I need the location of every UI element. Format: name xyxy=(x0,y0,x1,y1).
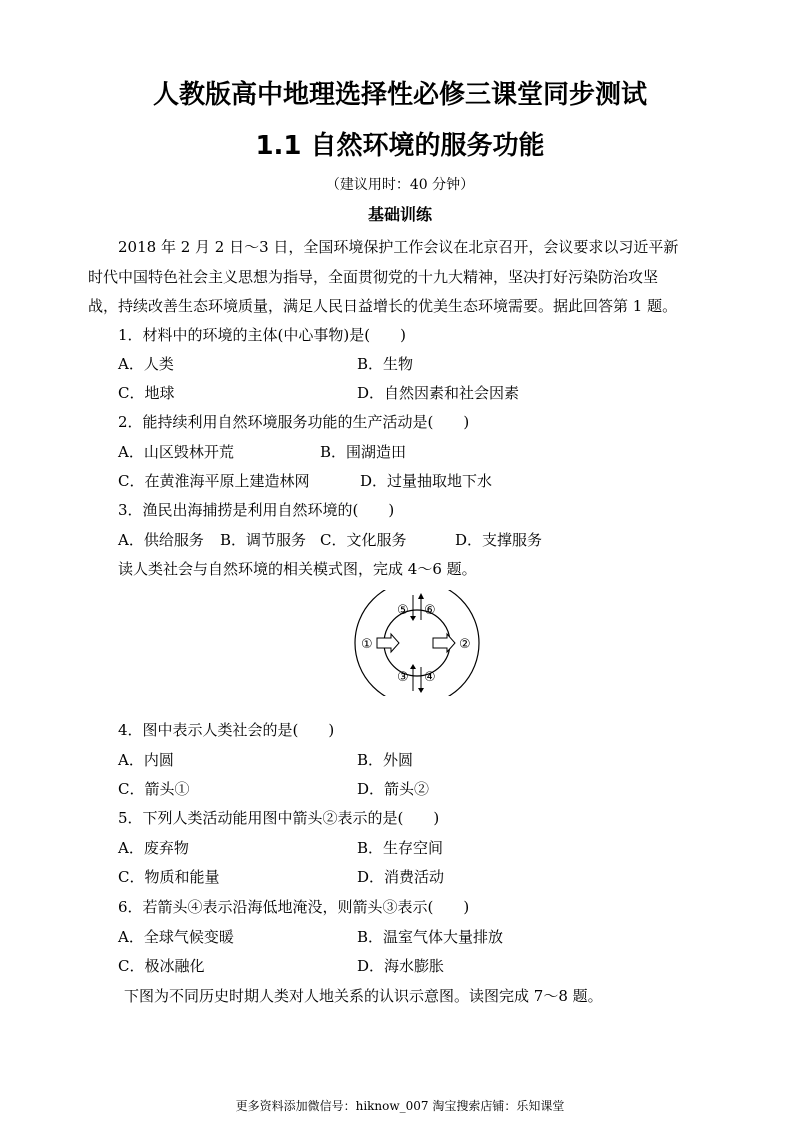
arrow-5-head xyxy=(410,616,416,621)
q4-option-c: C．箭头① xyxy=(118,780,190,798)
suggested-time: （建议用时：40 分钟） xyxy=(325,177,475,193)
q2-stem: 2．能持续利用自然环境服务功能的生产活动是( ) xyxy=(118,413,470,431)
q2-option-a: A．山区毁林开荒 xyxy=(118,443,234,461)
lesson-title: 1.1 自然环境的服务功能 xyxy=(255,131,545,161)
section-heading: 基础训练 xyxy=(367,205,432,224)
next-intro: 下图为不同历史时期人类对人地关系的认识示意图。读图完成 7～8 题。 xyxy=(124,987,603,1005)
intro-line-3: 战，持续改善生态环境质量，满足人民日益增长的优美生态环境需要。据此回答第 1 题。 xyxy=(88,297,678,315)
q3-stem: 3．渔民出海捕捞是利用自然环境的( ) xyxy=(118,501,395,519)
document-title: 人教版高中地理选择性必修三课堂同步测试 xyxy=(152,80,647,110)
q6-option-a: A．全球气候变暖 xyxy=(118,928,234,946)
q3-option-b: B．调节服务 xyxy=(220,531,307,549)
q5-option-a: A．废弃物 xyxy=(118,839,189,857)
arrow-1 xyxy=(377,634,399,652)
q2-option-c: C．在黄淮海平原上建造林网 xyxy=(118,472,310,490)
q6-option-c: C．极冰融化 xyxy=(118,957,205,975)
label-2: ② xyxy=(459,637,471,652)
q5-stem: 5．下列人类活动能用图中箭头②表示的是( ) xyxy=(118,809,440,827)
label-4: ④ xyxy=(424,670,436,685)
q1-option-d: D．自然因素和社会因素 xyxy=(357,384,520,402)
q3-option-c: C．文化服务 xyxy=(320,531,407,549)
arrow-2 xyxy=(433,634,455,652)
q1-option-c: C．地球 xyxy=(118,384,175,402)
q2-option-d: D．过量抽取地下水 xyxy=(360,472,493,490)
q5-option-c: C．物质和能量 xyxy=(118,868,220,886)
q4-option-b: B．外圆 xyxy=(357,751,414,769)
label-6: ⑥ xyxy=(424,603,436,618)
diagram-intro: 读人类社会与自然环境的相关模式图，完成 4～6 题。 xyxy=(118,560,477,578)
q6-stem: 6．若箭头④表示沿海低地淹没，则箭头③表示( ) xyxy=(118,898,470,916)
label-5: ⑤ xyxy=(397,603,409,618)
footer: 更多资料添加微信号：hiknow_007 淘宝搜索店铺：乐知课堂 xyxy=(235,1099,565,1113)
human-environment-diagram xyxy=(353,590,481,696)
q6-option-d: D．海水膨胀 xyxy=(357,957,445,975)
q5-option-d: D．消费活动 xyxy=(357,868,445,886)
intro-line-1: 2018 年 2 月 2 日～3 日，全国环境保护工作会议在北京召开，会议要求以习近平新 xyxy=(118,238,679,256)
arrow-3-head xyxy=(410,664,416,669)
q4-option-a: A．内圆 xyxy=(118,751,174,769)
q3-option-d: D．支撑服务 xyxy=(455,531,543,549)
arrow-4-head xyxy=(418,688,424,693)
label-3: ③ xyxy=(397,670,409,685)
q4-stem: 4．图中表示人类社会的是( ) xyxy=(118,721,335,739)
intro-line-2: 时代中国特色社会主义思想为指导，全面贯彻党的十九大精神，坚决打好污染防治攻坚 xyxy=(88,268,659,286)
arrow-6-head xyxy=(418,593,424,599)
q2-option-b: B．围湖造田 xyxy=(320,443,407,461)
q6-option-b: B．温室气体大量排放 xyxy=(357,928,504,946)
q1-stem: 1．材料中的环境的主体(中心事物)是( ) xyxy=(118,326,406,344)
label-1: ① xyxy=(361,637,373,652)
q5-option-b: B．生存空间 xyxy=(357,839,444,857)
q3-option-a: A．供给服务 xyxy=(118,531,204,549)
q1-option-a: A．人类 xyxy=(118,355,174,373)
q4-option-d: D．箭头② xyxy=(357,780,430,798)
q1-option-b: B．生物 xyxy=(357,355,414,373)
